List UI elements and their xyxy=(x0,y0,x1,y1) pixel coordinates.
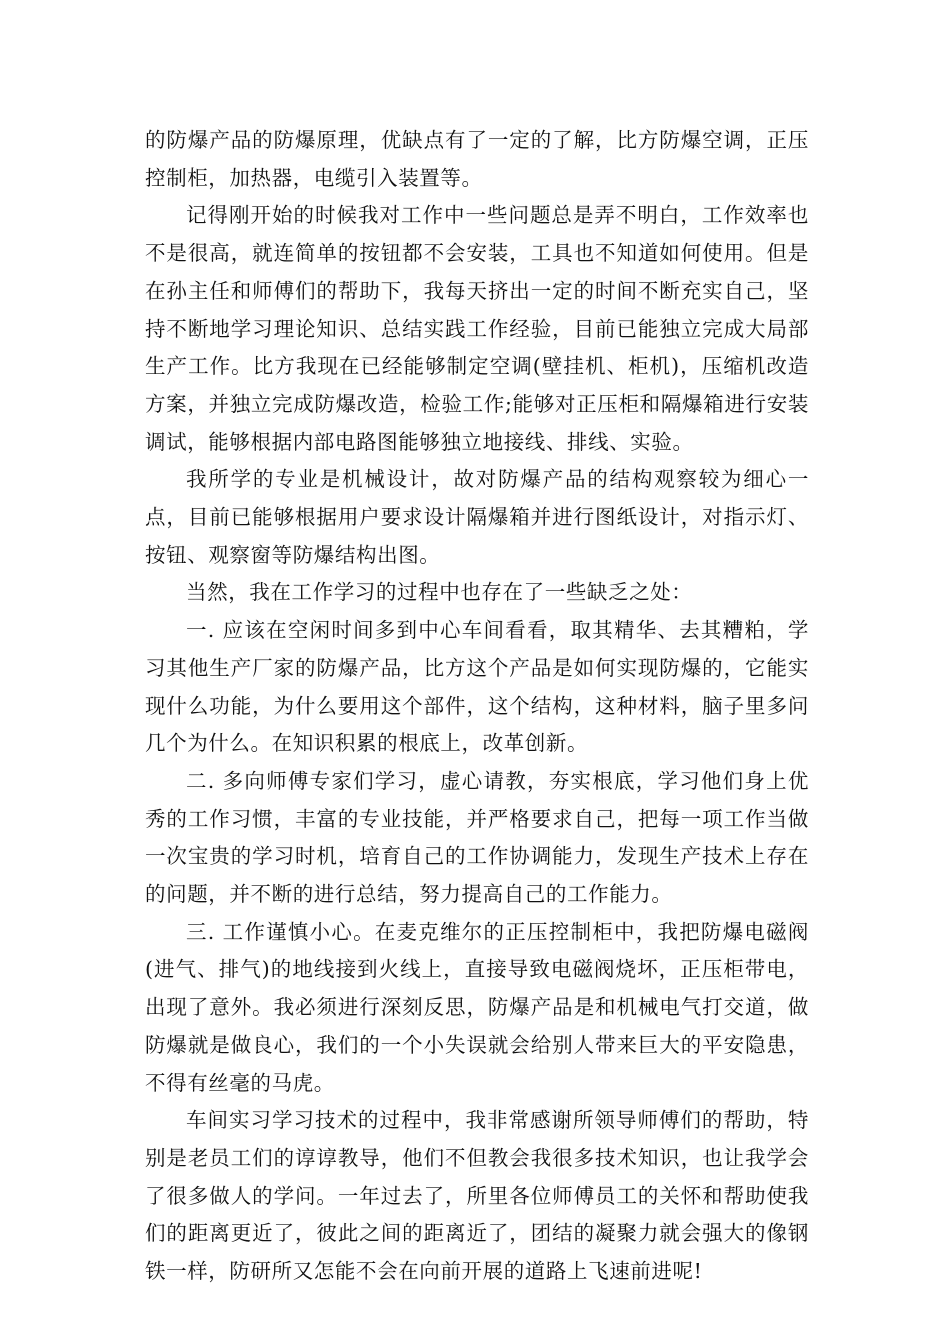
paragraph-6: 二. 多向师傅专家们学习，虚心请教，夯实根底，学习他们身上优秀的工作习惯，丰富的专业技能，并严格要求自己，把每一项工作当做一次宝贵的学习时机，培育自己的工作协调能力，发现生产技术上存在的问题，并不断的进行总结，努力提高自己的工作能力。 xyxy=(145,768,809,907)
paragraph-2: 记得刚开始的时候我对工作中一些问题总是弄不明白，工作效率也不是很高，就连简单的按钮都不会安装，工具也不知道如何使用。但是在孙主任和师傅们的帮助下，我每天挤出一定的时间不断充实自己，坚持不断地学习理论知识、总结实践工作经验，目前已能独立完成大局部生产工作。比方我现在已经能够制定空调(壁挂机、柜机)，压缩机改造方案，并独立完成防爆改造，检验工作;能够对正压柜和隔爆箱进行安装调试，能够根据内部电路图能够独立地接线、排线、实验。 xyxy=(145,203,809,454)
paragraph-1: 的防爆产品的防爆原理，优缺点有了一定的了解，比方防爆空调，正压控制柜，加热器，电缆引入装置等。 xyxy=(145,128,809,190)
paragraph-3: 我所学的专业是机械设计，故对防爆产品的结构观察较为细心一点，目前已能够根据用户要求设计隔爆箱并进行图纸设计，对指示灯、按钮、观察窗等防爆结构出图。 xyxy=(145,467,809,567)
paragraph-7: 三. 工作谨慎小心。在麦克维尔的正压控制柜中，我把防爆电磁阀(进气、排气)的地线接到火线上，直接导致电磁阀烧坏，正压柜带电，出现了意外。我必须进行深刻反思，防爆产品是和机械电气打交道，做防爆就是做良心，我们的一个小失误就会给别人带来巨大的平安隐患，不得有丝毫的马虎。 xyxy=(145,919,809,1095)
paragraph-8: 车间实习学习技术的过程中，我非常感谢所领导师傅们的帮助，特别是老员工们的谆谆教导，他们不但教会我很多技术知识，也让我学会了很多做人的学问。一年过去了，所里各位师傅员工的关怀和帮助使我们的距离更近了，彼此之间的距离近了，团结的凝聚力就会强大的像钢铁一样，防研所又怎能不会在向前开展的道路上飞速前进呢! xyxy=(145,1108,809,1284)
document-body xyxy=(145,122,809,1291)
paragraph-5: 一. 应该在空闲时间多到中心车间看看，取其精华、去其糟粕，学习其他生产厂家的防爆产品，比方这个产品是如何实现防爆的，它能实现什么功能，为什么要用这个部件，这个结构，这种材料，脑子里多问几个为什么。在知识积累的根底上，改革创新。 xyxy=(145,618,809,756)
paragraph-4: 当然，我在工作学习的过程中也存在了一些缺乏之处： xyxy=(186,580,693,605)
